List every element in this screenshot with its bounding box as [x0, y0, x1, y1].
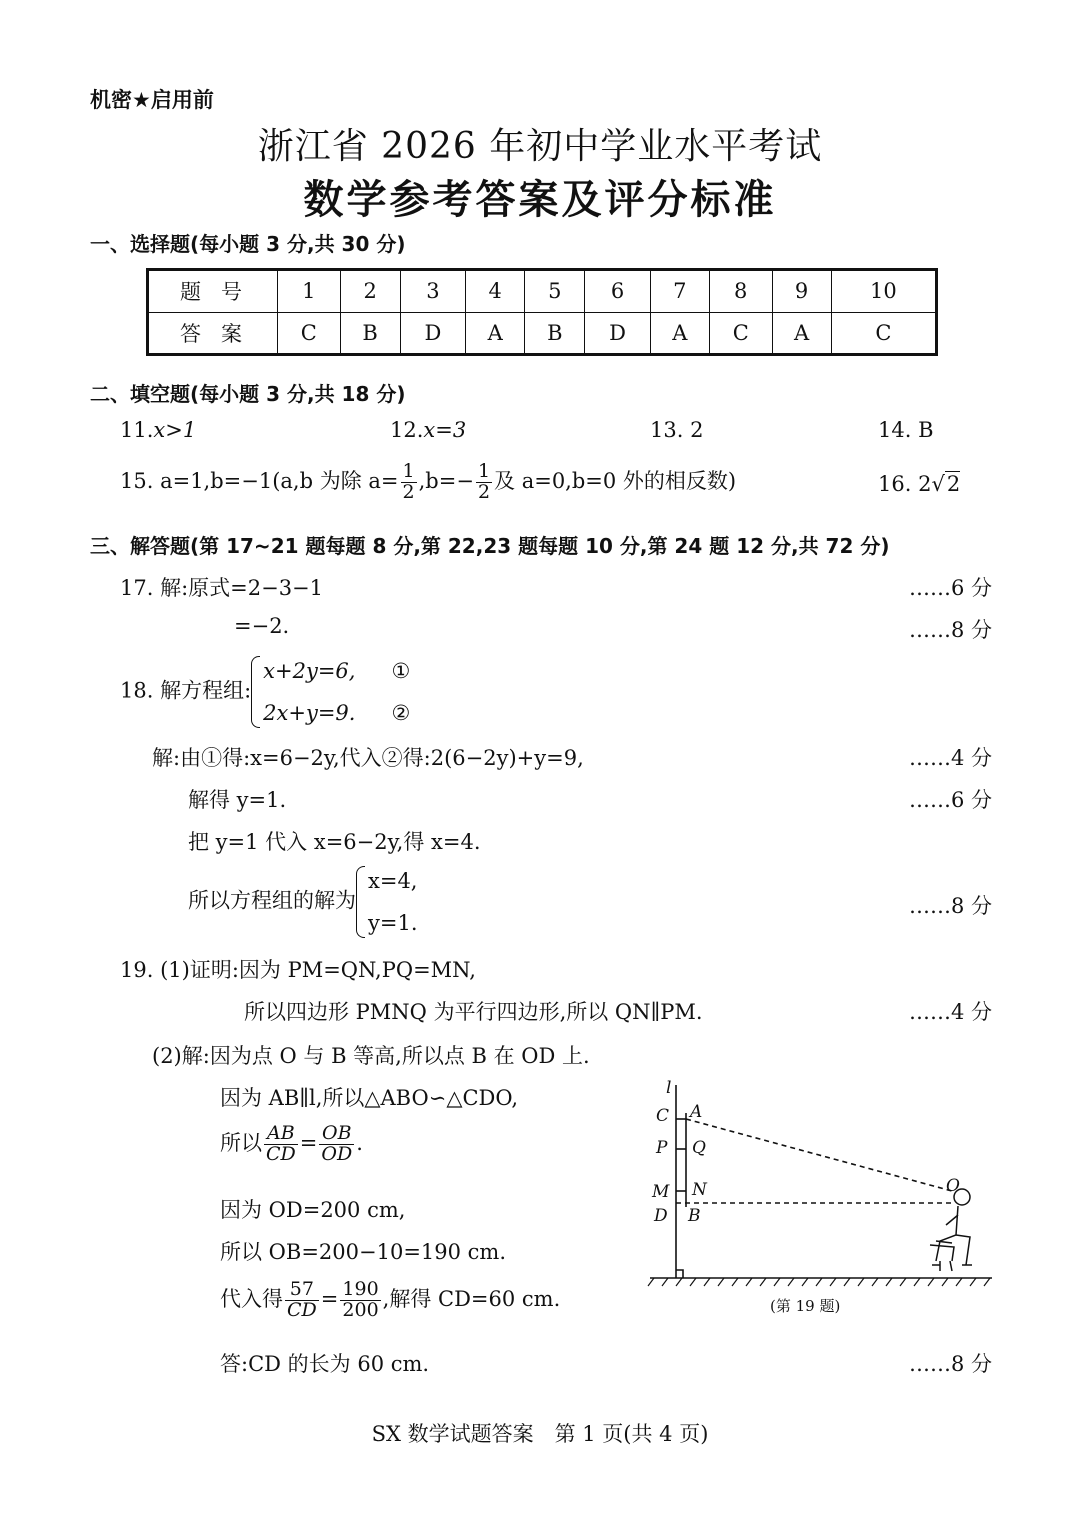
q17-line1: 17. 解:原式=2−3−1 — [120, 576, 324, 600]
table-row — [148, 270, 937, 313]
answer-15 — [120, 462, 736, 503]
answer-14: 14. B — [878, 418, 934, 442]
q19-line2: 所以四边形 PMNQ 为平行四边形,所以 QN∥PM. — [244, 1000, 703, 1024]
score-mark: ……8 分 — [908, 1352, 992, 1376]
label-l: l — [666, 1078, 672, 1098]
q16-radicand: 2 — [946, 472, 961, 496]
answer-11 — [120, 418, 196, 442]
person-icon — [930, 1189, 972, 1271]
score-mark: ……8 分 — [908, 894, 992, 918]
score-mark: ……8 分 — [908, 618, 992, 642]
table-cell: 7 — [650, 270, 709, 313]
q19-line1: 19. (1)证明:因为 PM=QN,PQ=MN, — [120, 958, 476, 982]
fraction-ab-cd — [264, 1124, 298, 1165]
q19-ratio: 所以 $\frac{AB}{CD}$ = $\frac{OB}{OD}$ . — [220, 1122, 363, 1165]
ground-hatching — [648, 1278, 990, 1286]
solution-system — [356, 860, 418, 944]
table-cell: B — [525, 312, 585, 355]
table-cell: 1 — [278, 270, 341, 313]
q18-system — [120, 650, 451, 734]
equation-system — [251, 650, 451, 734]
ratio-prefix: 所以 — [220, 1130, 262, 1155]
eq2-marker: ② — [391, 701, 411, 725]
q15-text-b: ,b=− — [418, 468, 474, 493]
section3-heading: 三、解答题(第 17~21 题每题 8 分,第 22,23 题每题 10 分,第 24 题 12 分,共 72 分) — [90, 534, 890, 558]
q18-line2: 解得 y=1. — [188, 788, 287, 812]
q12-answer: x=3 — [423, 418, 467, 442]
fraction-190-200 — [340, 1280, 380, 1321]
solution-y: y=1. — [368, 911, 418, 935]
substitute-result: ,解得 CD=60 cm. — [382, 1286, 561, 1311]
numerator: 57 — [285, 1280, 319, 1301]
label-m: M — [652, 1182, 670, 1202]
answer-table — [146, 268, 938, 356]
row-label-answer: 答案 — [148, 312, 278, 355]
table-cell: 9 — [772, 270, 831, 313]
q15-text-c: 及 a=0,b=0 外的相反数) — [494, 468, 737, 493]
table-cell: C — [709, 312, 772, 355]
label-p: P — [656, 1138, 668, 1158]
q15-text-a: 15. a=1,b=−1(a,b 为除 a= — [120, 468, 399, 493]
label-b: B — [688, 1206, 701, 1226]
q11-number: 11. — [120, 418, 154, 442]
numerator: 1 — [477, 460, 491, 482]
table-cell: C — [278, 312, 341, 355]
denominator: 200 — [342, 1298, 379, 1321]
section1-heading: 一、选择题(每小题 3 分,共 30 分) — [90, 232, 406, 256]
numerator: 1 — [402, 460, 415, 482]
label-q: Q — [692, 1138, 706, 1158]
sqrt-icon: √ — [931, 472, 945, 496]
section2-heading: 二、填空题(每小题 3 分,共 18 分) — [90, 382, 406, 406]
q12-number: 12. — [390, 418, 424, 442]
q19-substitute: 代入得 $\frac{57}{CD}$ = $\frac{190}{200}$ ,解得 CD=60 cm. — [220, 1278, 561, 1321]
denominator: CD — [287, 1298, 317, 1321]
score-mark: ……4 分 — [908, 746, 992, 770]
numerator: OB — [319, 1124, 354, 1145]
page-footer: SX 数学试题答案 第 1 页(共 4 页) — [371, 1422, 709, 1446]
q19-line6: 因为 OD=200 cm, — [220, 1198, 406, 1222]
fraction-half-neg — [476, 462, 492, 503]
exam-title: 浙江省 2026 年初中学业水平考试 — [257, 126, 823, 167]
q19-line3: (2)解:因为点 O 与 B 等高,所以点 B 在 OD 上. — [152, 1044, 590, 1068]
denominator: CD — [266, 1142, 296, 1165]
equation-2 — [263, 692, 451, 734]
eq2-text: 2x+y=9. — [263, 701, 356, 725]
fraction-57-cd — [285, 1280, 319, 1321]
q18-line1: 解:由①得:x=6−2y,代入②得:2(6−2y)+y=9, — [152, 746, 584, 770]
table-cell: 8 — [709, 270, 772, 313]
denominator: 2 — [402, 480, 415, 503]
denominator: 2 — [477, 480, 491, 503]
q19-figure — [640, 1075, 1000, 1325]
table-cell: 2 — [340, 270, 400, 313]
fraction-half — [401, 462, 417, 503]
table-cell: A — [772, 312, 831, 355]
answer-12 — [390, 418, 466, 442]
table-cell: 4 — [466, 270, 525, 313]
eq1-text: x+2y=6, — [263, 659, 356, 683]
table-cell: D — [400, 312, 465, 355]
q19-line4: 因为 AB∥l,所以△ABO∽△CDO, — [220, 1086, 519, 1110]
answer-key-title: 数学参考答案及评分标准 — [303, 177, 777, 223]
label-a: A — [690, 1102, 703, 1122]
solution-x: x=4, — [368, 869, 418, 893]
label-o: O — [946, 1176, 960, 1196]
table-cell: 3 — [400, 270, 465, 313]
q18-line3: 把 y=1 代入 x=6−2y,得 x=4. — [188, 830, 481, 854]
figure-caption: (第 19 题) — [770, 1297, 841, 1315]
table-cell: A — [466, 312, 525, 355]
table-cell: 6 — [585, 270, 650, 313]
confidential-label: 机密★启用前 — [90, 88, 214, 112]
label-c: C — [656, 1106, 670, 1126]
q11-answer: x>1 — [153, 418, 197, 442]
q18-solution-label: 所以方程组的解为 — [188, 888, 356, 913]
q19-answer: 答:CD 的长为 60 cm. — [220, 1352, 430, 1376]
score-mark: ……6 分 — [908, 788, 992, 812]
row-label-number: 题号 — [148, 270, 278, 313]
denominator: OD — [321, 1142, 353, 1165]
answer-16 — [878, 472, 960, 496]
eq1-marker: ① — [391, 659, 411, 683]
q16-text: 16. 2 — [878, 472, 932, 496]
score-mark: ……4 分 — [908, 1000, 992, 1024]
fraction-ob-od — [319, 1124, 354, 1165]
q18-label: 18. 解方程组: — [120, 678, 252, 703]
substitute-prefix: 代入得 — [220, 1286, 283, 1311]
numerator: AB — [264, 1124, 298, 1145]
table-cell: B — [340, 312, 400, 355]
label-n: N — [692, 1180, 707, 1200]
table-row — [148, 312, 937, 355]
answer-13: 13. 2 — [650, 418, 704, 442]
q19-line7: 所以 OB=200−10=190 cm. — [220, 1240, 507, 1264]
dashed-line-ao — [686, 1119, 952, 1191]
q17-line2: =−2. — [234, 614, 290, 638]
table-cell: 5 — [525, 270, 585, 313]
score-mark: ……6 分 — [908, 576, 992, 600]
q18-solution — [188, 860, 418, 944]
table-cell: A — [650, 312, 709, 355]
table-cell: 10 — [831, 270, 936, 313]
right-angle-mark — [676, 1270, 683, 1278]
label-d: D — [654, 1206, 668, 1226]
equation-1 — [263, 650, 451, 692]
numerator: 190 — [342, 1278, 379, 1300]
table-cell: D — [585, 312, 650, 355]
table-cell: C — [831, 312, 936, 355]
